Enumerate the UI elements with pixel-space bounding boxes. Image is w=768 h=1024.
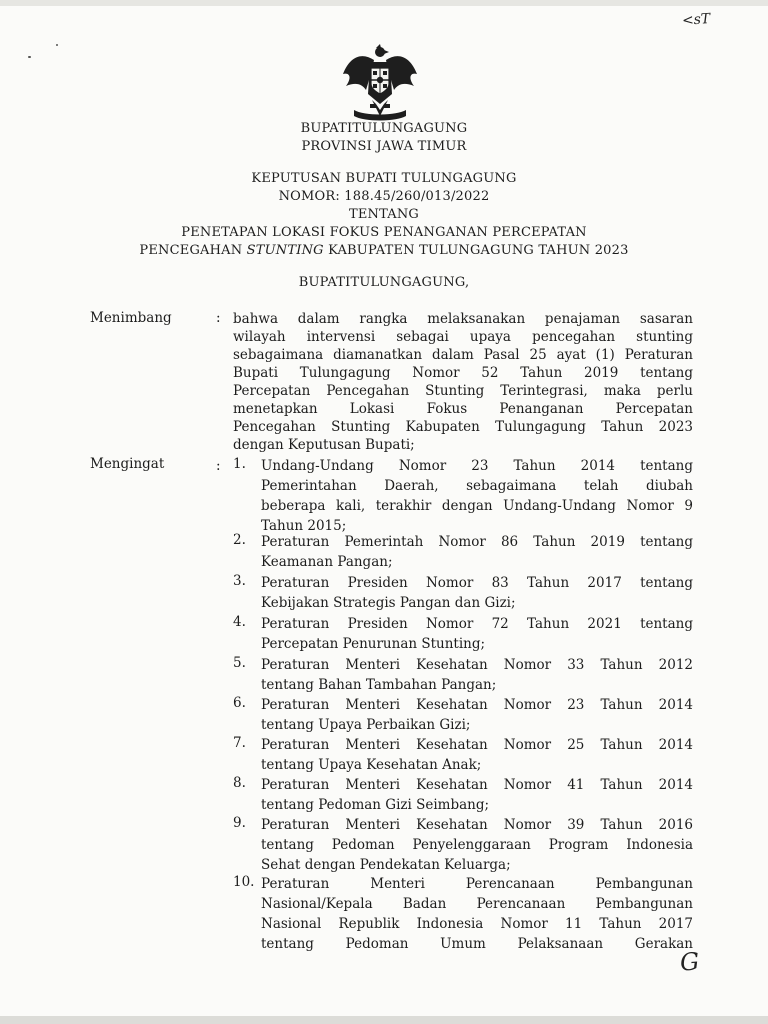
mengingat-colon: : — [216, 458, 221, 474]
menimbang-paragraph — [233, 310, 693, 454]
list-item-number: 4. — [233, 614, 246, 630]
menimbang-line: Pencegahan Stunting Kabupaten Tulungagung Tahun 2023 — [233, 419, 693, 435]
list-item-text — [261, 655, 693, 695]
mengingat-label: Mengingat — [90, 456, 165, 472]
list-item-text — [261, 775, 693, 815]
list-item-line: Peraturan Menteri Kesehatan Nomor 23 Tahun 2014 — [261, 697, 693, 713]
menimbang-line: bahwa dalam rangka melaksanakan penajaman sasaran — [233, 311, 693, 327]
list-item-line: Sehat dengan Pendekatan Keluarga; — [261, 857, 511, 873]
list-item-text — [261, 614, 693, 654]
scan-bottom-edge — [0, 1016, 768, 1024]
list-item-line: tentang Pedoman Umum Pelaksanaan Gerakan — [261, 936, 693, 952]
list-item-line: tentang Upaya Kesehatan Anak; — [261, 757, 482, 773]
authority-name: BUPATITULUNGAGUNG — [300, 121, 468, 136]
menimbang-line: Bupati Tulungagung Nomor 52 Tahun 2019 tentang — [233, 365, 693, 381]
list-item-line: Pemerintahan Daerah, sebagaimana telah diubah — [261, 478, 693, 494]
list-item-number: 8. — [233, 775, 246, 791]
scan-speck — [56, 44, 58, 46]
list-item-line: beberapa kali, terakhir dengan Undang-Undang Nomor 9 — [261, 498, 693, 514]
handwritten-mark-top: <sT — [681, 11, 711, 29]
list-item-line: Peraturan Presiden Nomor 83 Tahun 2017 tentang — [261, 575, 693, 591]
decree-subject-line-2 — [0, 243, 768, 258]
list-item-line: tentang Pedoman Gizi Seimbang; — [261, 797, 490, 813]
decree-about: TENTANG — [348, 207, 420, 222]
list-item-line: Peraturan Menteri Perencanaan Pembangunan — [261, 876, 693, 892]
decree-number: NOMOR: 188.45/260/013/2022 — [278, 189, 490, 204]
list-item-line: tentang Bahan Tambahan Pangan; — [261, 677, 497, 693]
list-item-number: 6. — [233, 695, 246, 711]
list-item-text — [261, 874, 693, 954]
list-item-line: Nasional/Kepala Badan Perencanaan Pembangunan — [261, 896, 693, 912]
list-item-text — [261, 735, 693, 775]
menimbang-colon: : — [216, 310, 221, 326]
menimbang-line: menetapkan Lokasi Fokus Penanganan Percepatan — [233, 401, 693, 417]
garuda-emblem-icon — [340, 44, 420, 122]
list-item-number: 7. — [233, 735, 246, 751]
list-item-line: Peraturan Presiden Nomor 72 Tahun 2021 tentang — [261, 616, 693, 632]
list-item-line: Peraturan Menteri Kesehatan Nomor 33 Tahun 2012 — [261, 657, 693, 673]
list-item-line: Peraturan Pemerintah Nomor 86 Tahun 2019 tentang — [261, 534, 693, 550]
decree-subject-line-1: PENETAPAN LOKASI FOKUS PENANGANAN PERCEPATAN — [181, 225, 587, 240]
list-item-number: 10. — [233, 874, 255, 890]
list-item-number: 1. — [233, 456, 246, 472]
list-item-text — [261, 532, 693, 572]
province-name: PROVINSI JAWA TIMUR — [301, 139, 467, 154]
list-item-text — [261, 573, 693, 613]
menimbang-line: wilayah intervensi sebagai upaya pencegahan stunting — [233, 329, 693, 345]
list-item-text — [261, 456, 693, 536]
list-item-number: 2. — [233, 532, 246, 548]
list-item-number: 3. — [233, 573, 246, 589]
scan-top-edge — [0, 0, 768, 6]
list-item-number: 9. — [233, 815, 246, 831]
scan-speck — [28, 56, 31, 58]
list-item-text — [261, 815, 693, 875]
list-item-line: Percepatan Penurunan Stunting; — [261, 636, 486, 652]
menimbang-line: Percepatan Pencegahan Stunting Terintegrasi, maka perlu — [233, 383, 693, 399]
addressee: BUPATITULUNGAGUNG, — [298, 275, 470, 290]
list-item-line: Keamanan Pangan; — [261, 554, 393, 570]
decree-title: KEPUTUSAN BUPATI TULUNGAGUNG — [251, 171, 517, 186]
list-item-line: Tahun 2015; — [261, 518, 347, 534]
subject-line-2-suffix: KABUPATEN TULUNGAGUNG TAHUN 2023 — [323, 243, 629, 258]
list-item-line: Peraturan Menteri Kesehatan Nomor 41 Tahun 2014 — [261, 777, 693, 793]
handwritten-mark-bottom: G — [679, 947, 701, 977]
list-item-line: Undang-Undang Nomor 23 Tahun 2014 tentang — [261, 458, 693, 474]
list-item-line: Peraturan Menteri Kesehatan Nomor 39 Tahun 2016 — [261, 817, 693, 833]
subject-line-2-italic: STUNTING — [246, 243, 324, 258]
menimbang-line: dengan Keputusan Bupati; — [233, 437, 415, 453]
list-item-line: Nasional Republik Indonesia Nomor 11 Tahun 2017 — [261, 916, 693, 932]
list-item-line: tentang Upaya Perbaikan Gizi; — [261, 717, 471, 733]
list-item-text — [261, 695, 693, 735]
list-item-line: Peraturan Menteri Kesehatan Nomor 25 Tahun 2014 — [261, 737, 693, 753]
menimbang-line: sebagaimana diamanatkan dalam Pasal 25 ayat (1) Peraturan — [233, 347, 693, 363]
list-item-number: 5. — [233, 655, 246, 671]
list-item-line: tentang Pedoman Penyelenggaraan Program Indonesia — [261, 837, 693, 853]
menimbang-label: Menimbang — [90, 310, 172, 326]
list-item-line: Kebijakan Strategis Pangan dan Gizi; — [261, 595, 516, 611]
subject-line-2-prefix: PENCEGAHAN — [139, 243, 247, 258]
